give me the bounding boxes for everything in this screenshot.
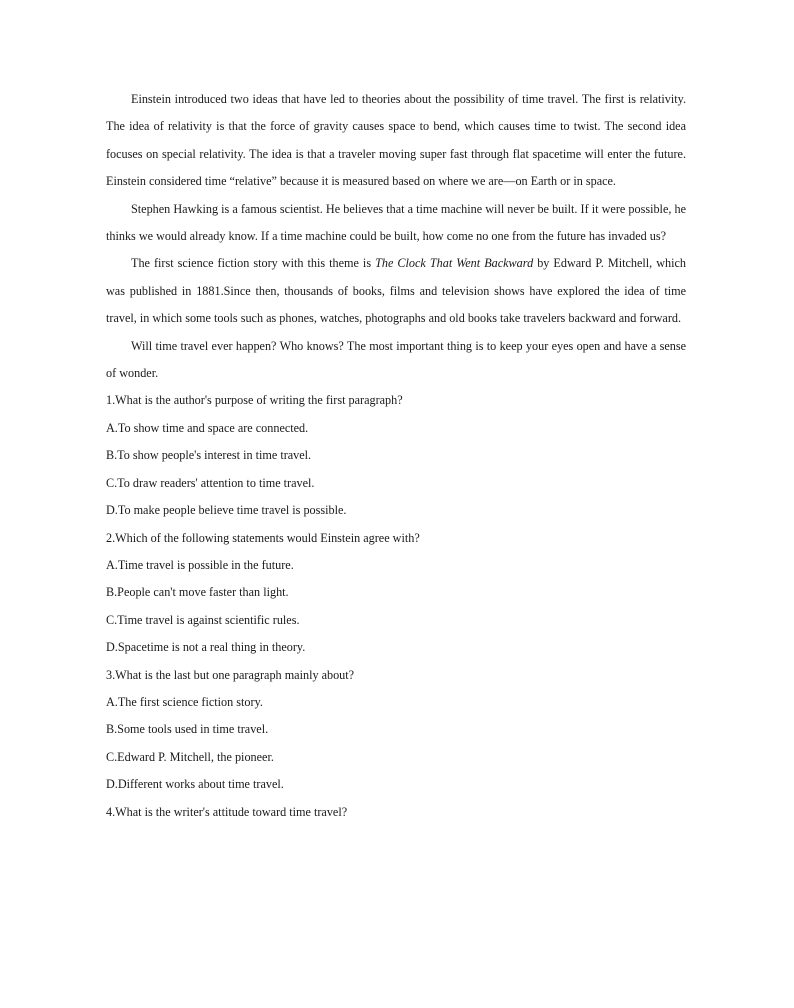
- passage-paragraph-3: [106, 250, 686, 332]
- question-2-option-b: B.People can't move faster than light.: [106, 585, 289, 600]
- question-2-option-c: C.Time travel is against scientific rules.: [106, 612, 300, 627]
- passage-paragraph-2: Stephen Hawking is a famous scientist. He believes that a time machine will never be built. If it were possible, he thinks we would already know. If a time machine could be built, how come no one from the future has invaded us?: [106, 201, 686, 244]
- question-1-option-d: D.To make people believe time travel is possible.: [106, 503, 347, 518]
- question-2-option-a: A.Time travel is possible in the future.: [106, 557, 294, 572]
- question-1-option-a: A.To show time and space are connected.: [106, 420, 309, 435]
- paragraph-3-rest: by Edward P. Mitchell, which was published in 1881.Since then, thousands of books, films and television shows have explored the idea of time travel, in which some tools such as phones, watches, photographs and old books take travelers backward and forward.: [106, 256, 687, 326]
- question-3-option-d: D.Different works about time travel.: [106, 777, 284, 792]
- question-3-option-b: B.Some tools used in time travel.: [106, 722, 269, 737]
- question-3: [106, 662, 686, 799]
- question-2-stem: 2.Which of the following statements would Einstein agree with?: [106, 530, 420, 545]
- question-1-option-b: B.To show people's interest in time travel.: [106, 448, 312, 463]
- question-2: [106, 525, 686, 662]
- document-body: [106, 86, 686, 826]
- question-3-option-a: A.The first science fiction story.: [106, 694, 263, 709]
- question-1-stem: 1.What is the author's purpose of writing the first paragraph?: [106, 393, 403, 408]
- question-3-option-c: C.Edward P. Mitchell, the pioneer.: [106, 749, 274, 764]
- question-3-stem: 3.What is the last but one paragraph mainly about?: [106, 667, 355, 682]
- passage-paragraph-1: Einstein introduced two ideas that have led to theories about the possibility of time travel. The first is relativity. The idea of relativity is that the force of gravity causes space to bend, which causes time to twist. The second idea focuses on special relativity. The idea is that a traveler moving super fast through flat spacetime will enter the future. Einstein considered time “relative” because it is measured based on where we are—on Earth or in space.: [106, 92, 686, 189]
- passage-paragraph-4: Will time travel ever happen? Who knows? The most important thing is to keep your eyes open and have a sense of wonder.: [106, 338, 686, 381]
- question-4-stem: 4.What is the writer's attitude toward time travel?: [106, 804, 348, 819]
- book-title: The Clock That Went Backward: [375, 256, 534, 271]
- question-2-option-d: D.Spacetime is not a real thing in theory.: [106, 640, 306, 655]
- paragraph-3-intro: The first science fiction story with this theme is: [131, 256, 376, 271]
- question-4: [106, 799, 686, 826]
- question-1-option-c: C.To draw readers' attention to time travel.: [106, 475, 315, 490]
- question-1: [106, 387, 686, 524]
